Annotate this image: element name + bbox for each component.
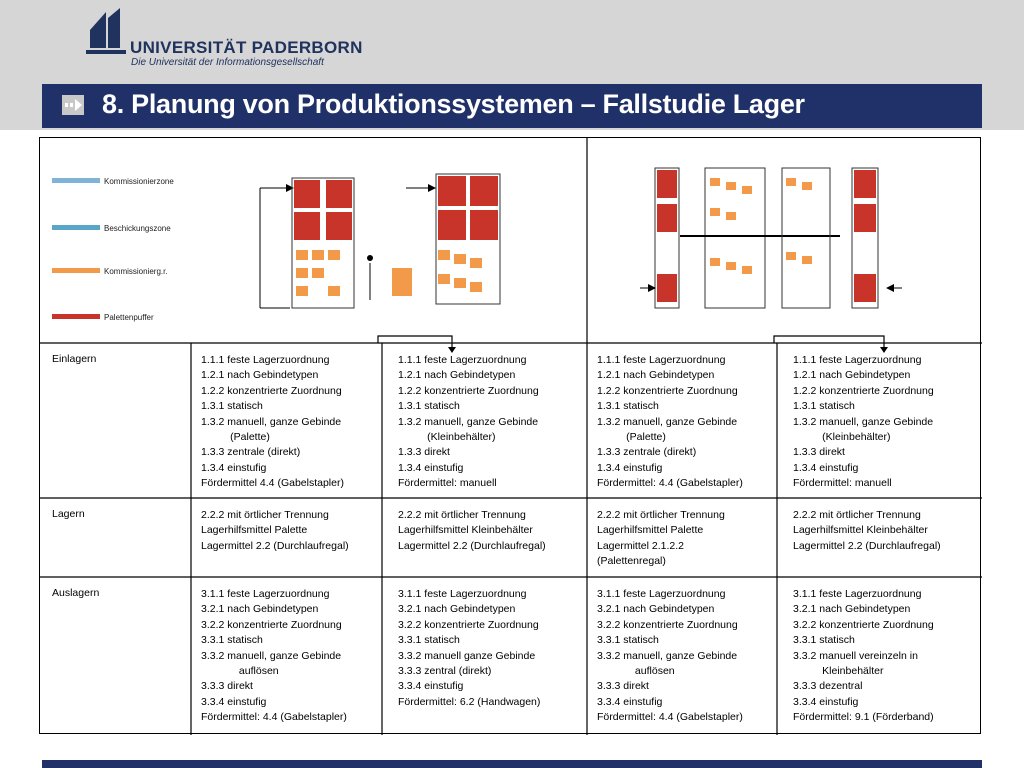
cell-line: 3.3.4 einstufig [793,695,859,708]
table-cell [793,508,941,554]
cell-line: Fördermittel: manuell [398,477,497,490]
cell-line: Lagermittel 2.1.2.2 [597,539,684,552]
cell-line: 1.1.1 feste Lagerzuordnung [201,354,330,366]
table-cell [793,353,934,492]
cell-line: Fördermittel: 9.1 (Förderband) [793,711,934,724]
cell-line: Fördermittel: manuell [793,477,892,490]
cell-line: auflösen [597,665,675,678]
cell-line: 1.2.2 konzentrierte Zuordnung [201,384,342,397]
cell-line: 3.1.1 feste Lagerzuordnung [793,588,922,600]
cell-line: 3.3.3 zentral (direkt) [398,665,492,678]
cell-line: 3.2.1 nach Gebindetypen [398,603,516,616]
cell-line: 1.3.1 statisch [398,400,460,413]
cell-line: 3.2.1 nach Gebindetypen [793,603,911,616]
cell-line: 1.3.2 manuell, ganze Gebinde [201,415,342,428]
cell-line: 1.1.1 feste Lagerzuordnung [398,354,527,366]
table-cell [597,353,743,492]
cell-line: 1.3.2 manuell, ganze Gebinde [793,415,934,428]
cell-line: 3.3.1 statisch [793,634,855,647]
table-cell [398,587,540,710]
table-cell [201,508,349,554]
cell-line: 1.1.1 feste Lagerzuordnung [793,354,922,366]
university-logo-icon [86,8,126,56]
cell-line: 3.3.1 statisch [398,634,460,647]
cell-line: 2.2.2 mit örtlicher Trennung [793,509,921,521]
cell-line: 1.3.2 manuell, ganze Gebinde [398,415,539,428]
cell-line: 1.1.1 feste Lagerzuordnung [597,354,726,366]
table-cell [398,353,539,492]
cell-line: Lagerhilfsmittel Kleinbehälter [398,524,533,537]
cell-line: Fördermittel 4.4 (Gabelstapler) [201,477,344,490]
cell-line: 1.3.1 statisch [597,400,659,413]
cell-line: 3.2.2 konzentrierte Zuordnung [201,618,342,631]
rack-illustration-1 [260,174,500,308]
cell-line: 1.2.1 nach Gebindetypen [597,369,715,382]
cell-line: 3.3.4 einstufig [597,695,663,708]
cell-line: 1.3.3 direkt [793,446,845,459]
cell-line: 3.1.1 feste Lagerzuordnung [201,588,330,600]
footer-bar [42,760,982,768]
cell-line: 3.2.1 nach Gebindetypen [201,603,319,616]
table-cell [597,508,725,570]
cell-line: Lagerhilfsmittel Kleinbehälter [793,524,928,537]
cell-line: 1.3.1 statisch [201,400,263,413]
cell-line: Fördermittel: 4.4 (Gabelstapler) [597,711,743,724]
table-cell [793,587,934,726]
cell-line: 1.3.4 einstufig [398,461,464,474]
case-study-figure [39,137,981,734]
cell-line: 3.3.2 manuell ganze Gebinde [398,649,536,662]
cell-line: 3.3.3 dezentral [793,680,863,693]
cell-line: 2.2.2 mit örtlicher Trennung [201,509,329,521]
cell-line: (Palette) [201,431,270,444]
cell-line: 3.3.4 einstufig [398,680,464,693]
title-bar [42,84,982,128]
cell-line: 1.2.1 nach Gebindetypen [793,369,911,382]
slide-title: 8. Planung von Produktionssystemen – Fallstudie Lager [102,89,805,119]
legend-label: Kommissionierg.r. [104,267,168,276]
cell-line: Lagermittel 2.2 (Durchlaufregal) [793,539,941,552]
cell-line: 3.1.1 feste Lagerzuordnung [597,588,726,600]
cell-line: auflösen [201,665,279,678]
table-cell [201,587,347,726]
cell-line: 3.1.1 feste Lagerzuordnung [398,588,527,600]
cell-line: 1.3.4 einstufig [201,461,267,474]
table-cell [201,353,344,492]
cell-line: 1.3.3 direkt [398,446,450,459]
cell-line: 1.3.3 zentrale (direkt) [597,446,697,459]
row-label-auslagern: Auslagern [52,587,100,599]
cell-line: 1.2.1 nach Gebindetypen [201,369,319,382]
cell-line: 1.3.1 statisch [793,400,855,413]
cell-line: 3.3.2 manuell, ganze Gebinde [597,649,738,662]
cell-line: 1.2.2 konzentrierte Zuordnung [597,384,738,397]
row-label-einlagern: Einlagern [52,353,97,365]
university-subtitle: Die Universität der Informationsgesellschaft [131,57,324,68]
rack-illustration-2 [640,168,902,308]
cell-line: Fördermittel: 4.4 (Gabelstapler) [201,711,347,724]
cell-line: 3.3.4 einstufig [201,695,267,708]
cell-line: 1.3.4 einstufig [793,461,859,474]
cell-line: 3.3.3 direkt [201,680,253,693]
cell-line: Fördermittel: 4.4 (Gabelstapler) [597,477,743,490]
row-label-lagern: Lagern [52,508,85,520]
cell-line: 2.2.2 mit örtlicher Trennung [597,509,725,521]
legend-label: Palettenpuffer [104,313,154,322]
cell-line: 3.2.2 konzentrierte Zuordnung [597,618,738,631]
cell-line: 3.2.1 nach Gebindetypen [597,603,715,616]
cell-line: 1.2.2 konzentrierte Zuordnung [793,384,934,397]
cell-line: Lagerhilfsmittel Palette [597,524,704,537]
cell-line: Fördermittel: 6.2 (Handwagen) [398,695,541,708]
university-name: UNIVERSITÄT PADERBORN [130,38,363,57]
bullet-arrow-icon [62,95,84,115]
cell-line: 3.2.2 konzentrierte Zuordnung [793,618,934,631]
cell-line: 3.3.3 direkt [597,680,649,693]
cell-line: 3.3.1 statisch [201,634,263,647]
cell-line: Lagerhilfsmittel Palette [201,524,308,537]
cell-line: (Palette) [597,431,666,444]
cell-line: 3.3.2 manuell vereinzeln in [793,649,918,662]
cell-line: (Palettenregal) [597,555,666,568]
cell-line: 1.3.4 einstufig [597,461,663,474]
cell-line: (Kleinbehälter) [793,431,891,444]
cell-line: 3.3.1 statisch [597,634,659,647]
cell-line: 3.3.2 manuell, ganze Gebinde [201,649,342,662]
cell-line: Lagermittel 2.2 (Durchlaufregal) [398,539,546,552]
cell-line: (Kleinbehälter) [398,431,496,444]
cell-line: 1.3.2 manuell, ganze Gebinde [597,415,738,428]
cell-line: 1.3.3 zentrale (direkt) [201,446,301,459]
legend-label: Beschickungszone [104,224,171,233]
cell-line: 2.2.2 mit örtlicher Trennung [398,509,526,521]
table-cell [398,508,546,554]
legend-swatches [52,178,100,319]
table-cell [597,587,743,726]
university-logo [86,8,126,61]
cell-line: Kleinbehälter [793,665,884,678]
cell-line: Lagermittel 2.2 (Durchlaufregal) [201,539,349,552]
cell-line: 3.2.2 konzentrierte Zuordnung [398,618,539,631]
cell-line: 1.2.1 nach Gebindetypen [398,369,516,382]
legend-label: Kommissionierzone [104,177,174,186]
cell-line: 1.2.2 konzentrierte Zuordnung [398,384,539,397]
